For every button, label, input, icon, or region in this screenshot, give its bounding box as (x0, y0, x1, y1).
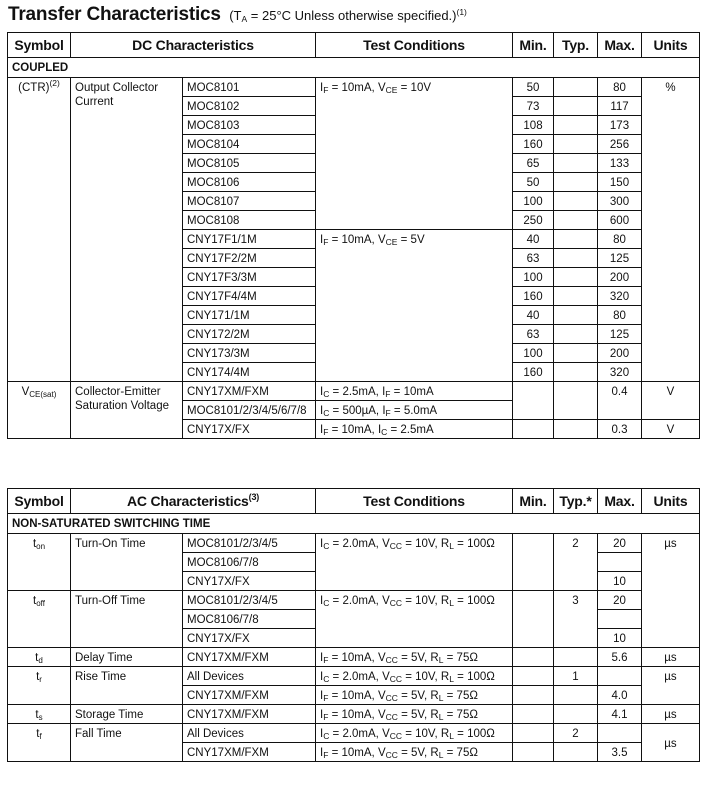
units-value: µs (642, 534, 700, 648)
units-value: µs (642, 705, 700, 724)
table-row (8, 534, 700, 553)
max-value: 256 (598, 135, 642, 154)
table-row (8, 724, 700, 743)
typ-value (554, 173, 598, 192)
test-condition: $I_C = 2.0mA$, $V_{CC} = 10V$, $R_L = 100\Omega$ (316, 667, 513, 686)
characteristic-description: Output Collector Current (71, 78, 183, 382)
symbol-ctr: (CTR)$^{(2)}$ (8, 78, 71, 382)
max-value: 5.6 (598, 648, 642, 667)
min-value (513, 686, 554, 705)
title-main: Transfer Characteristics (8, 4, 221, 25)
typ-value: 2 (554, 724, 598, 743)
device-name: MOC8108 (183, 211, 316, 230)
max-value: 80 (598, 78, 642, 97)
min-value: 73 (513, 97, 554, 116)
typ-value (554, 705, 598, 724)
device-name: MOC8101 (183, 78, 316, 97)
typ-value (554, 743, 598, 762)
test-condition: $I_F = 10mA$, $V_{CC} = 5V$, $R_L = 75\Omega$ (316, 743, 513, 762)
units-value: % (642, 78, 700, 382)
typ-value (554, 230, 598, 249)
typ-value (554, 344, 598, 363)
test-condition: $I_C = 2.5mA$, $I_F = 10mA$ (316, 382, 513, 401)
min-value (513, 648, 554, 667)
section-label: NON-SATURATED SWITCHING TIME (8, 514, 700, 534)
test-condition: $I_F = 10mA$, $V_{CC} = 5V$, $R_L = 75\Omega$ (316, 648, 513, 667)
max-value (598, 610, 642, 629)
section-label: COUPLED (8, 58, 700, 78)
device-name: CNY17XM/FXM (183, 705, 316, 724)
min-value: 50 (513, 78, 554, 97)
max-value (598, 724, 642, 743)
min-value (513, 724, 554, 743)
device-name: CNY17XM/FXM (183, 743, 316, 762)
min-value (513, 705, 554, 724)
characteristic-description: Delay Time (71, 648, 183, 667)
min-value (513, 591, 554, 648)
min-value: 100 (513, 192, 554, 211)
table-row (8, 382, 700, 401)
header-max: Max. (598, 489, 642, 514)
device-name: CNY17X/FX (183, 420, 316, 439)
table-row (8, 705, 700, 724)
max-value: 173 (598, 116, 642, 135)
min-value: 160 (513, 363, 554, 382)
ac-characteristics-table (7, 488, 700, 762)
device-name: CNY17XM/FXM (183, 686, 316, 705)
typ-value: 2 (554, 534, 598, 591)
typ-value (554, 78, 598, 97)
header-symbol: Symbol (8, 489, 71, 514)
max-value: 320 (598, 363, 642, 382)
test-condition: $I_C = 2.0mA$, $V_{CC} = 10V$, $R_L = 100\Omega$ (316, 534, 513, 591)
section-row (8, 58, 700, 78)
min-value: 160 (513, 135, 554, 154)
typ-value (554, 382, 598, 420)
typ-value (554, 363, 598, 382)
symbol-ts: $t_s$ (8, 705, 71, 724)
symbol-on: $t_{on}$ (8, 534, 71, 591)
device-name: CNY17F4/4M (183, 287, 316, 306)
min-value (513, 534, 554, 591)
max-value: 320 (598, 287, 642, 306)
max-value: 200 (598, 268, 642, 287)
min-value: 63 (513, 249, 554, 268)
section-row (8, 514, 700, 534)
max-value: 3.5 (598, 743, 642, 762)
device-name: CNY17X/FX (183, 572, 316, 591)
header-typ: Typ.* (554, 489, 598, 514)
test-condition: $I_F = 10mA$, $V_{CC} = 5V$, $R_L = 75\Omega$ (316, 705, 513, 724)
min-value: 40 (513, 230, 554, 249)
typ-value: 1 (554, 667, 598, 686)
min-value (513, 667, 554, 686)
units-value: µs (642, 724, 700, 762)
max-value: 150 (598, 173, 642, 192)
test-condition: $I_F = 10mA$, $V_{CC} = 5V$, $R_L = 75\Omega$ (316, 686, 513, 705)
table-row (8, 648, 700, 667)
table-header-row (8, 489, 700, 514)
typ-value (554, 97, 598, 116)
device-name: MOC8101/2/3/4/5 (183, 591, 316, 610)
device-name: MOC8101/2/3/4/5 (183, 534, 316, 553)
device-name: CNY173/3M (183, 344, 316, 363)
device-name: CNY171/1M (183, 306, 316, 325)
device-name: MOC8104 (183, 135, 316, 154)
device-name: MOC8106/7/8 (183, 553, 316, 572)
typ-value (554, 648, 598, 667)
max-value: 20 (598, 534, 642, 553)
test-condition: $I_F = 10mA$, $V_{CE} = 5V$ (316, 230, 513, 382)
symbol-tr: $t_r$ (8, 667, 71, 705)
max-value (598, 553, 642, 572)
device-name: MOC8107 (183, 192, 316, 211)
typ-value (554, 287, 598, 306)
characteristic-description: Turn-Off Time (71, 591, 183, 648)
test-condition: $I_C = 500\mu A$, $I_F = 5.0mA$ (316, 401, 513, 420)
characteristic-description: Turn-On Time (71, 534, 183, 591)
max-value: 117 (598, 97, 642, 116)
test-condition: $I_C = 2.0mA$, $V_{CC} = 10V$, $R_L = 100\Omega$ (316, 724, 513, 743)
device-name: MOC8101/2/3/4/5/6/7/8 (183, 401, 316, 420)
max-value: 80 (598, 230, 642, 249)
max-value (598, 667, 642, 686)
typ-value (554, 686, 598, 705)
max-value: 10 (598, 629, 642, 648)
device-name: MOC8105 (183, 154, 316, 173)
device-name: CNY174/4M (183, 363, 316, 382)
max-value: 0.3 (598, 420, 642, 439)
device-name: MOC8106/7/8 (183, 610, 316, 629)
dc-characteristics-table (7, 32, 700, 439)
max-value: 4.1 (598, 705, 642, 724)
max-value: 600 (598, 211, 642, 230)
header-test-conditions: Test Conditions (316, 33, 513, 58)
symbol-off: $t_{off}$ (8, 591, 71, 648)
header-units: Units (642, 489, 700, 514)
typ-value (554, 211, 598, 230)
min-value: 100 (513, 268, 554, 287)
max-value: 125 (598, 325, 642, 344)
max-value: 80 (598, 306, 642, 325)
characteristic-description: Storage Time (71, 705, 183, 724)
symbol-vce-sat: $V_{CE(sat)}$ (8, 382, 71, 439)
max-value: 300 (598, 192, 642, 211)
max-value: 133 (598, 154, 642, 173)
table-row (8, 78, 700, 97)
characteristic-description: Rise Time (71, 667, 183, 705)
typ-value: 3 (554, 591, 598, 648)
device-name: MOC8103 (183, 116, 316, 135)
min-value: 65 (513, 154, 554, 173)
typ-value (554, 116, 598, 135)
min-value (513, 743, 554, 762)
typ-value (554, 420, 598, 439)
header-min: Min. (513, 489, 554, 514)
device-name: CNY17X/FX (183, 629, 316, 648)
header-typ: Typ. (554, 33, 598, 58)
header-characteristics: DC Characteristics (71, 33, 316, 58)
typ-value (554, 135, 598, 154)
min-value: 108 (513, 116, 554, 135)
header-max: Max. (598, 33, 642, 58)
device-name: CNY17F2/2M (183, 249, 316, 268)
min-value: 160 (513, 287, 554, 306)
max-value: 200 (598, 344, 642, 363)
device-name: All Devices (183, 667, 316, 686)
title-condition: ($T_A = 25^\circ C$ Unless otherwise specified.)$^{(1)}$ (229, 7, 467, 24)
units-value: µs (642, 667, 700, 705)
typ-value (554, 325, 598, 344)
typ-value (554, 154, 598, 173)
header-test-conditions: Test Conditions (316, 489, 513, 514)
table-header-row (8, 33, 700, 58)
device-name: CNY17F1/1M (183, 230, 316, 249)
min-value: 250 (513, 211, 554, 230)
device-name: CNY17F3/3M (183, 268, 316, 287)
symbol-td: $t_d$ (8, 648, 71, 667)
header-units: Units (642, 33, 700, 58)
device-name: All Devices (183, 724, 316, 743)
max-value: 125 (598, 249, 642, 268)
table-row (8, 667, 700, 686)
page-title (8, 4, 467, 26)
max-value: 10 (598, 572, 642, 591)
header-characteristics: AC Characteristics$^{(3)}$ (71, 489, 316, 514)
table-row (8, 591, 700, 610)
test-condition: $I_F = 10mA$, $I_C = 2.5mA$ (316, 420, 513, 439)
device-name: MOC8106 (183, 173, 316, 192)
test-condition: $I_F = 10mA$, $V_{CE} = 10V$ (316, 78, 513, 230)
header-min: Min. (513, 33, 554, 58)
max-value: 0.4 (598, 382, 642, 420)
max-value: 20 (598, 591, 642, 610)
min-value: 100 (513, 344, 554, 363)
units-value: V (642, 382, 700, 420)
symbol-tf: $t_f$ (8, 724, 71, 762)
device-name: CNY17XM/FXM (183, 382, 316, 401)
device-name: MOC8102 (183, 97, 316, 116)
device-name: CNY172/2M (183, 325, 316, 344)
min-value: 40 (513, 306, 554, 325)
typ-value (554, 268, 598, 287)
typ-value (554, 306, 598, 325)
min-value (513, 420, 554, 439)
device-name: CNY17XM/FXM (183, 648, 316, 667)
max-value: 4.0 (598, 686, 642, 705)
header-symbol: Symbol (8, 33, 71, 58)
min-value: 50 (513, 173, 554, 192)
characteristic-description: Collector-Emitter Saturation Voltage (71, 382, 183, 439)
units-value: V (642, 420, 700, 439)
units-value: µs (642, 648, 700, 667)
min-value (513, 382, 554, 420)
typ-value (554, 192, 598, 211)
min-value: 63 (513, 325, 554, 344)
typ-value (554, 249, 598, 268)
characteristic-description: Fall Time (71, 724, 183, 762)
test-condition: $I_C = 2.0mA$, $V_{CC} = 10V$, $R_L = 100\Omega$ (316, 591, 513, 648)
